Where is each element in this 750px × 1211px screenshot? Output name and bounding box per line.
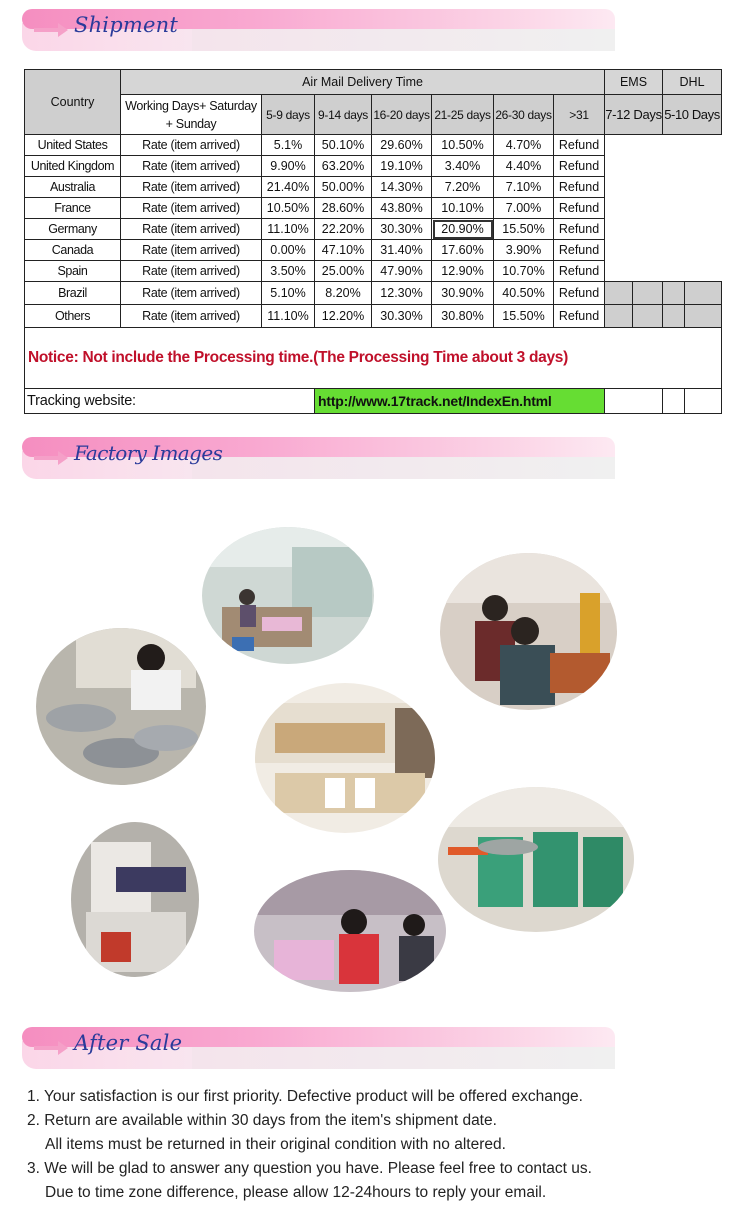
percentage-cell: 10.10% <box>432 198 494 219</box>
refund-cell: Refund <box>554 135 605 156</box>
percentage-cell: 30.90% <box>432 282 494 305</box>
rate-label-cell: Rate (item arrived) <box>121 240 262 261</box>
percentage-cell: 4.70% <box>494 135 554 156</box>
day-range-header: 9-14 days <box>315 95 372 135</box>
percentage-cell: 5.1% <box>262 135 315 156</box>
after-sale-list <box>27 1085 727 1205</box>
air-mail-header: Air Mail Delivery Time <box>121 70 605 95</box>
empty-cell <box>605 282 633 305</box>
percentage-cell: 30.30% <box>372 305 432 328</box>
empty-cell <box>633 282 663 305</box>
country-cell: United Kingdom <box>25 156 121 177</box>
table-row <box>25 198 722 219</box>
percentage-cell: 47.90% <box>372 261 432 282</box>
factory-photo-workers <box>440 553 617 710</box>
percentage-cell: 7.20% <box>432 177 494 198</box>
percentage-cell: 15.50% <box>494 219 554 240</box>
percentage-cell: 30.80% <box>432 305 494 328</box>
percentage-cell: 11.10% <box>262 219 315 240</box>
refund-cell: Refund <box>554 219 605 240</box>
dhl-time: 5-10 Days <box>663 95 722 135</box>
after-sale-item-detail: Due to time zone difference, please allow 12-24hours to reply your email. <box>45 1184 547 1201</box>
dhl-header: DHL <box>663 70 722 95</box>
refund-cell: Refund <box>554 261 605 282</box>
after-sale-banner <box>22 1027 615 1069</box>
day-range-header: 26-30 days <box>494 95 554 135</box>
percentage-cell: 9.90% <box>262 156 315 177</box>
after-sale-item-detail: All items must be returned in their original condition with no altered. <box>45 1136 506 1153</box>
shipment-banner <box>22 9 615 51</box>
table-row <box>25 219 722 240</box>
percentage-cell: 50.10% <box>315 135 372 156</box>
percentage-cell: 11.10% <box>262 305 315 328</box>
ems-header: EMS <box>605 70 663 95</box>
country-cell: Canada <box>25 240 121 261</box>
percentage-cell: 21.40% <box>262 177 315 198</box>
percentage-cell: 10.50% <box>432 135 494 156</box>
working-days-header: Working Days+ Saturday + Sunday <box>121 95 262 135</box>
empty-cell <box>605 305 633 328</box>
percentage-cell: 40.50% <box>494 282 554 305</box>
rate-label-cell: Rate (item arrived) <box>121 177 262 198</box>
percentage-cell: 63.20% <box>315 156 372 177</box>
percentage-cell: 14.30% <box>372 177 432 198</box>
table-row <box>25 240 722 261</box>
section-title-after-sale: After Sale <box>74 1031 183 1055</box>
percentage-cell: 43.80% <box>372 198 432 219</box>
arrow-right-icon <box>34 451 68 465</box>
day-range-header: >31 <box>554 95 605 135</box>
rate-label-cell: Rate (item arrived) <box>121 305 262 328</box>
day-range-header: 5-9 days <box>262 95 315 135</box>
table-row <box>25 177 722 198</box>
percentage-cell: 12.90% <box>432 261 494 282</box>
factory-banner <box>22 437 615 479</box>
after-sale-item: 3. We will be glad to answer any question you have. Please feel free to contact us. <box>27 1160 592 1177</box>
country-cell: Brazil <box>25 282 121 305</box>
day-range-header: 16-20 days <box>372 95 432 135</box>
processing-notice: Notice: Not include the Processing time.(The Processing Time about 3 days) <box>25 328 722 389</box>
percentage-cell: 29.60% <box>372 135 432 156</box>
percentage-cell: 10.50% <box>262 198 315 219</box>
empty-cell <box>663 305 685 328</box>
percentage-cell: 4.40% <box>494 156 554 177</box>
empty-cell <box>685 305 722 328</box>
tracking-label: Tracking website: <box>25 389 315 414</box>
percentage-cell: 10.70% <box>494 261 554 282</box>
percentage-cell: 20.90% <box>432 219 494 240</box>
country-header: Country <box>25 70 121 135</box>
rate-label-cell: Rate (item arrived) <box>121 261 262 282</box>
percentage-cell: 25.00% <box>315 261 372 282</box>
shipment-table <box>24 69 721 414</box>
table-row <box>25 156 722 177</box>
rate-label-cell: Rate (item arrived) <box>121 198 262 219</box>
percentage-cell: 12.30% <box>372 282 432 305</box>
table-row <box>25 282 722 305</box>
percentage-cell: 3.90% <box>494 240 554 261</box>
refund-cell: Refund <box>554 240 605 261</box>
after-sale-item: 1. Your satisfaction is our first priority. Defective product will be offered exchange. <box>27 1088 583 1105</box>
factory-photo-showroom <box>255 683 435 833</box>
country-cell: Germany <box>25 219 121 240</box>
refund-cell: Refund <box>554 198 605 219</box>
refund-cell: Refund <box>554 177 605 198</box>
percentage-cell: 50.00% <box>315 177 372 198</box>
percentage-cell: 22.20% <box>315 219 372 240</box>
country-cell: France <box>25 198 121 219</box>
percentage-cell: 12.20% <box>315 305 372 328</box>
percentage-cell: 30.30% <box>372 219 432 240</box>
percentage-cell: 28.60% <box>315 198 372 219</box>
refund-cell: Refund <box>554 156 605 177</box>
country-cell: Spain <box>25 261 121 282</box>
percentage-cell: 15.50% <box>494 305 554 328</box>
percentage-cell: 3.50% <box>262 261 315 282</box>
rate-label-cell: Rate (item arrived) <box>121 219 262 240</box>
arrow-right-icon <box>34 23 68 37</box>
table-row <box>25 135 722 156</box>
country-cell: Australia <box>25 177 121 198</box>
percentage-cell: 19.10% <box>372 156 432 177</box>
empty-cell <box>685 282 722 305</box>
percentage-cell: 7.10% <box>494 177 554 198</box>
percentage-cell: 0.00% <box>262 240 315 261</box>
percentage-cell: 7.00% <box>494 198 554 219</box>
section-title-factory: Factory Images <box>74 441 223 465</box>
empty-cell <box>663 282 685 305</box>
country-cell: Others <box>25 305 121 328</box>
percentage-cell: 8.20% <box>315 282 372 305</box>
empty-cell <box>633 305 663 328</box>
factory-photo-vats <box>438 787 634 932</box>
rate-label-cell: Rate (item arrived) <box>121 156 262 177</box>
percentage-cell: 31.40% <box>372 240 432 261</box>
percentage-cell: 5.10% <box>262 282 315 305</box>
table-row <box>25 261 722 282</box>
refund-cell: Refund <box>554 305 605 328</box>
factory-photo-bowls <box>36 628 206 785</box>
tracking-link[interactable]: http://www.17track.net/IndexEn.html <box>315 389 605 414</box>
factory-photo-assembly <box>254 870 446 992</box>
section-title-shipment: Shipment <box>74 13 178 37</box>
ems-time: 7-12 Days <box>605 95 663 135</box>
refund-cell: Refund <box>554 282 605 305</box>
rate-label-cell: Rate (item arrived) <box>121 135 262 156</box>
percentage-cell: 47.10% <box>315 240 372 261</box>
rate-label-cell: Rate (item arrived) <box>121 282 262 305</box>
factory-photo-workshop <box>202 527 374 664</box>
country-cell: United States <box>25 135 121 156</box>
percentage-cell: 3.40% <box>432 156 494 177</box>
after-sale-item: 2. Return are available within 30 days from the item's shipment date. <box>27 1112 497 1129</box>
arrow-right-icon <box>34 1041 68 1055</box>
percentage-cell: 17.60% <box>432 240 494 261</box>
table-row <box>25 305 722 328</box>
factory-photo-machine <box>71 822 199 977</box>
day-range-header: 21-25 days <box>432 95 494 135</box>
